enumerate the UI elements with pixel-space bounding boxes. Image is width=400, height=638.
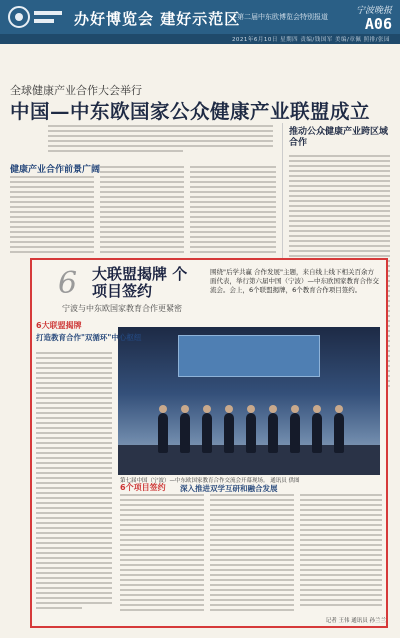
photo-caption: 第七届中国（宁波）—中东欧国家教育合作交流会开幕现场。 通讯员 供图	[120, 478, 300, 484]
feature-subtitle: 宁波与中东欧国家教育合作更紧密	[62, 304, 182, 313]
side-title: 推动公众健康产业跨区域合作	[289, 127, 389, 148]
section2-col-1	[120, 494, 204, 616]
feature-big-number: 6	[58, 266, 78, 301]
feature-title: 大联盟揭牌 个项目签约	[92, 265, 188, 300]
section2-col-3	[300, 494, 382, 616]
kicker: 全球健康产业合作大会举行	[10, 84, 142, 97]
body-col-3	[190, 166, 276, 256]
byline: 记者 王伟 通讯员 孙兰兰	[325, 618, 386, 624]
section1-title: 打造教育合作"双循环"中心枢纽	[36, 333, 142, 342]
date-bar	[0, 34, 400, 44]
slogan: 办好博览会 建好示范区	[74, 10, 241, 28]
section2-title: 深入推进双学互研和融合发展	[180, 484, 278, 493]
section2-col-2	[210, 494, 294, 616]
person-figure	[312, 413, 322, 453]
person-figure	[224, 413, 234, 453]
feature-blurb: 围绕"后学共赢 合作发展"主题，来自线上线下相关百余方面代表，举行第六届中国（宁波）—中东欧国家教育合作交流会。会上，6个联盟揭牌，6个教育合作项目签约。	[210, 268, 379, 294]
person-figure	[180, 413, 190, 453]
person-figure	[158, 413, 168, 453]
section2-label: 6个项目签约	[120, 483, 166, 492]
person-figure	[202, 413, 212, 453]
section1-text	[36, 352, 112, 614]
lead-paragraph	[48, 125, 273, 157]
masthead	[0, 0, 400, 34]
paper-name: 宁波晚报	[355, 6, 392, 16]
stage-screen	[178, 335, 320, 377]
date-line: 2021年6月10日 星期四 责编/钱国军 美编/章佩 照排/张园	[231, 37, 390, 43]
expo-logo	[6, 4, 66, 30]
subhead: 健康产业合作前景广阔	[10, 165, 101, 175]
series-tag: —第二届中东欧博览会特别报道	[230, 13, 328, 21]
body-col-1	[10, 176, 94, 256]
person-figure	[290, 413, 300, 453]
section1-label: 6大联盟揭牌	[36, 321, 82, 330]
person-figure	[246, 413, 256, 453]
ceremony-photo	[118, 327, 380, 475]
page-number: A06	[364, 15, 392, 33]
body-col-2	[100, 166, 184, 256]
headline: 中国—中东欧国家公众健康产业联盟成立	[10, 100, 371, 123]
person-figure	[334, 413, 344, 453]
person-figure	[268, 413, 278, 453]
